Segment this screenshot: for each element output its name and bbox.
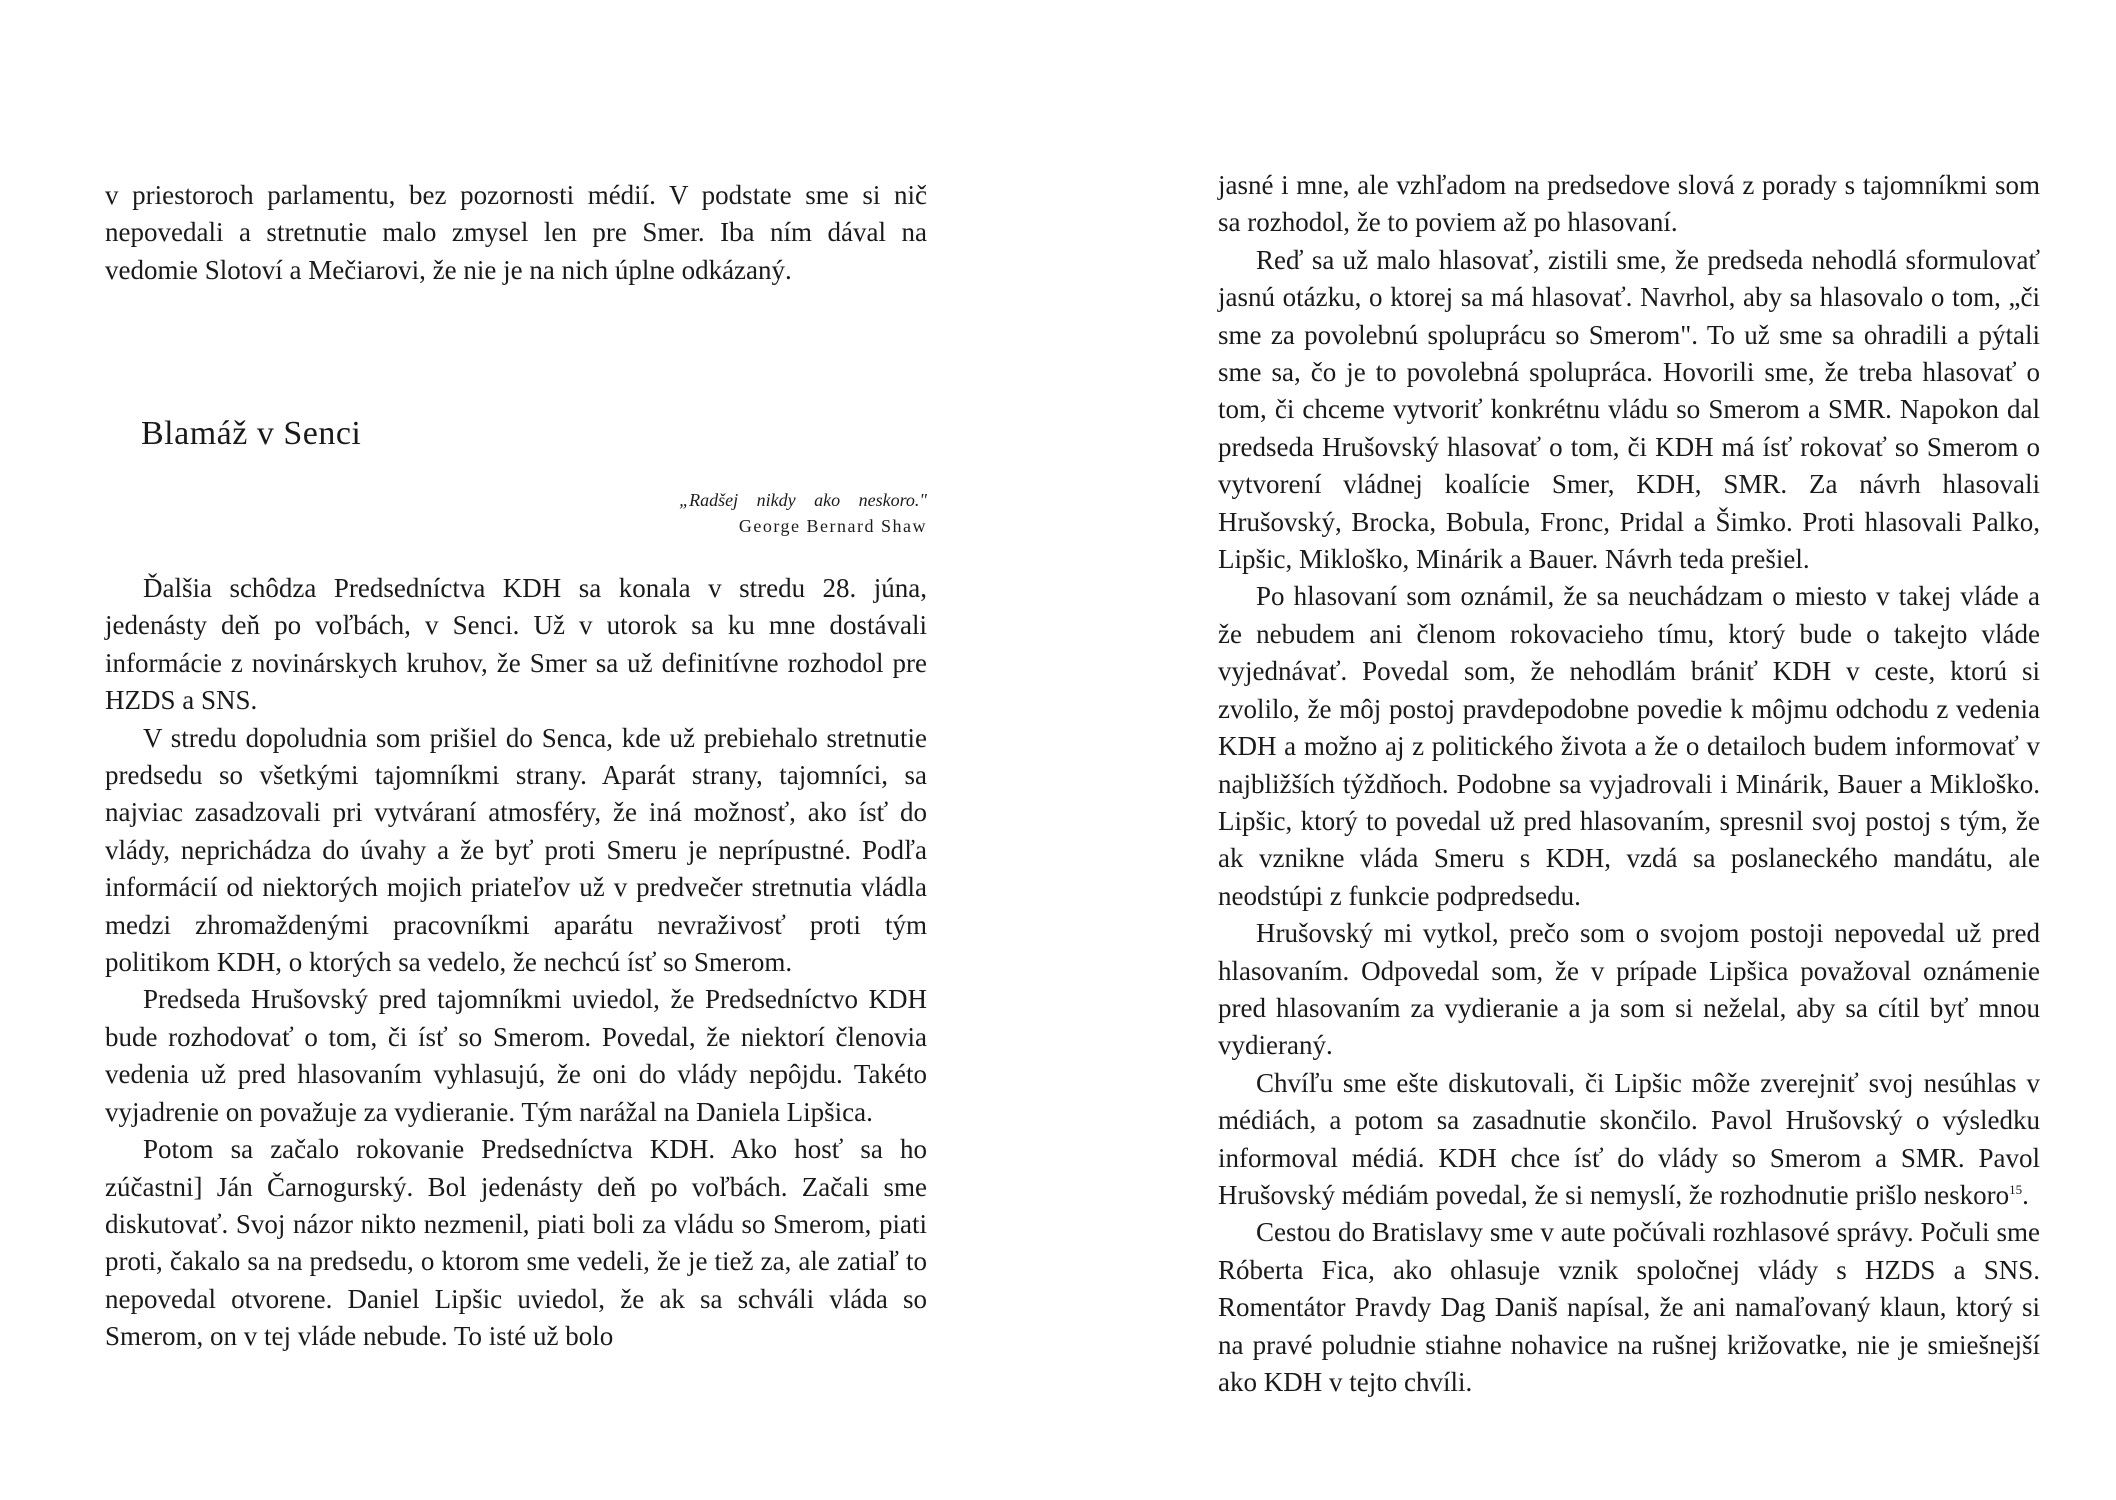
left-body-text xyxy=(105,570,927,1356)
paragraph: jasné i mne, ale vzhľadom na predsedove slová z porady s tajomníkmi som sa rozhodol, že to poviem až po hlasovaní. xyxy=(1218,170,2040,238)
paragraph: Cestou do Bratislavy sme v aute počúvali rozhlasové správy. Počuli sme Róberta Fica, ako ohlasuje vznik spoločnej vlády s HZDS a SNS. Romentátor Pravdy Dag Daniš napísal, že ani namaľovaný klaun, ktorý si na pravé poludnie stiahne nohavice na rušnej križovatke, nie je smiešnejší ako KDH v tejto chvíli. xyxy=(1218,1217,2040,1397)
paragraph-end: . xyxy=(2022,1179,2029,1210)
paragraph: V stredu dopoludnia som prišiel do Senca, kde už prebiehalo stretnutie predsedu so všetkými tajomníkmi strany. Aparát strany, tajomníci, sa najviac zasadzovali pri vytváraní atmosféry, že iná možnosť, ako ísť do vlády, neprichádza do úvahy a že byť proti Smeru je neprípustné. Podľa informácií od niektorých mojich priateľov už v predvečer stretnutia vládla medzi zhromaždenými pracovníkmi aparátu nevraživosť proti tým politikom KDH, o ktorých sa vedelo, že nechcú ísť so Smerom. xyxy=(105,722,927,978)
paragraph: Predseda Hrušovský pred tajomníkmi uviedol, že Predsedníctvo KDH bude rozhodovať o tom, či ísť so Smerom. Povedal, že niektorí členovia vedenia už pred hlasovaním vyhlasujú, že oni do vlády nepôjdu. Takéto vyjadrenie on považuje za vydieranie. Tým narážal na Daniela Lipšica. xyxy=(105,984,927,1127)
right-body-text xyxy=(1218,167,2040,1401)
paragraph-text: Chvíľu sme ešte diskutovali, či Lipšic môže zverejniť svoj nesúhlas v médiách, a potom sa zasadnutie skončilo. Pavol Hrušovský o výsledku informoval médiá. KDH chce ísť do vlády so Smerom a SMR. Pavol Hrušovský médiám povedal, že si nemyslí, že rozhodnutie prišlo neskoro xyxy=(1218,1067,2040,1210)
paragraph: Po hlasovaní som oznámil, že sa neuchádzam o miesto v takej vláde a že nebudem ani členom rokovacieho tímu, ktorý bude o takejto vláde vyjednávať. Povedal som, že nehodlám brániť KDH v ceste, ktorú si zvolilo, že môj postoj pravdepodobne povedie k môjmu odchodu z vedenia KDH a možno aj z politického života a že o detailoch budem informovať v najbližších týždňoch. Podobne sa vyjadrovali i Minárik, Bauer a Mikloško. Lipšic, ktorý to povedal už pred hlasovaním, spresnil svoj postoj s tým, že ak vznikne vláda Smeru s KDH, vzdá sa poslaneckého mandátu, ale neodstúpi z funkcie podpredsedu. xyxy=(1218,581,2040,911)
paragraph: Hrušovský mi vytkol, prečo som o svojom postoji nepovedal už pred hlasovaním. Odpovedal som, že v prípade Lipšica považoval oznámenie pred hlasovaním za vydieranie a ja som si neželal, aby sa cítil byť mnou vydieraný. xyxy=(1218,918,2040,1061)
opening-paragraph: v priestoroch parlamentu, bez pozornosti médií. V podstate sme si nič nepovedali a stretnutie malo zmysel len pre Smer. Iba ním dával na vedomie Slotoví a Mečiarovi, že nie je na nich úplne odkázaný. xyxy=(105,180,927,285)
paragraph-with-footnote xyxy=(1218,1065,2040,1215)
paragraph: Reď sa už malo hlasovať, zistili sme, že predseda nehodlá sformulovať jasnú otázku, o ktorej sa má hlasovať. Navrhol, aby sa hlasovalo o tom, „či sme za povolebnú spoluprácu so Smerom". To už sme sa ohradili a pýtali sme sa, čo je to povolebná spolupráca. Hovorili sme, že treba hlasovať o tom, či chceme vytvoriť konkrétnu vládu so Smerom a SMR. Napokon dal predseda Hrušovský hlasovať o tom, či KDH má ísť rokovať so Smerom o vytvorení vládnej koalície Smer, KDH, SMR. Za návrh hlasovali Hrušovský, Brocka, Bobula, Fronc, Pridal a Šimko. Proti hlasovali Palko, Lipšic, Mikloško, Minárik a Bauer. Návrh teda prešiel. xyxy=(1218,244,2040,575)
chapter-title: Blamáž v Senci xyxy=(141,415,362,452)
footnote-marker[interactable]: 15 xyxy=(2009,1181,2023,1197)
paragraph: Ďalšia schôdza Predsedníctva KDH sa konala v stredu 28. júna, jedenásty deň po voľbách, v Senci. Už v utorok sa ku mne dostávali informácie z novinárskych kruhov, že Smer sa už definitívne rozhodol pre HZDS a SNS. xyxy=(105,573,927,716)
paragraph: Potom sa začalo rokovanie Predsedníctva KDH. Ako hosť sa ho zúčastni] Ján Čarnogurský. Bol jedenásty deň po voľbách. Začali sme diskutovať. Svoj názor nikto nezmenil, piati boli za vládu so Smerom, piati proti, čakalo sa na predsedu, o ktorom sme vedeli, že je tiež za, ale zatiaľ to nepovedal otvorene. Daniel Lipšic uviedol, že ak sa schváli vláda so Smerom, on v tej vláde nebude. To isté už bolo xyxy=(105,1134,927,1352)
epigraph-author: George Bernard Shaw xyxy=(738,516,927,536)
right-page xyxy=(1058,0,2116,1500)
epigraph xyxy=(527,487,927,539)
epigraph-quote: „Radšej nikdy ako neskoro." xyxy=(679,490,927,510)
